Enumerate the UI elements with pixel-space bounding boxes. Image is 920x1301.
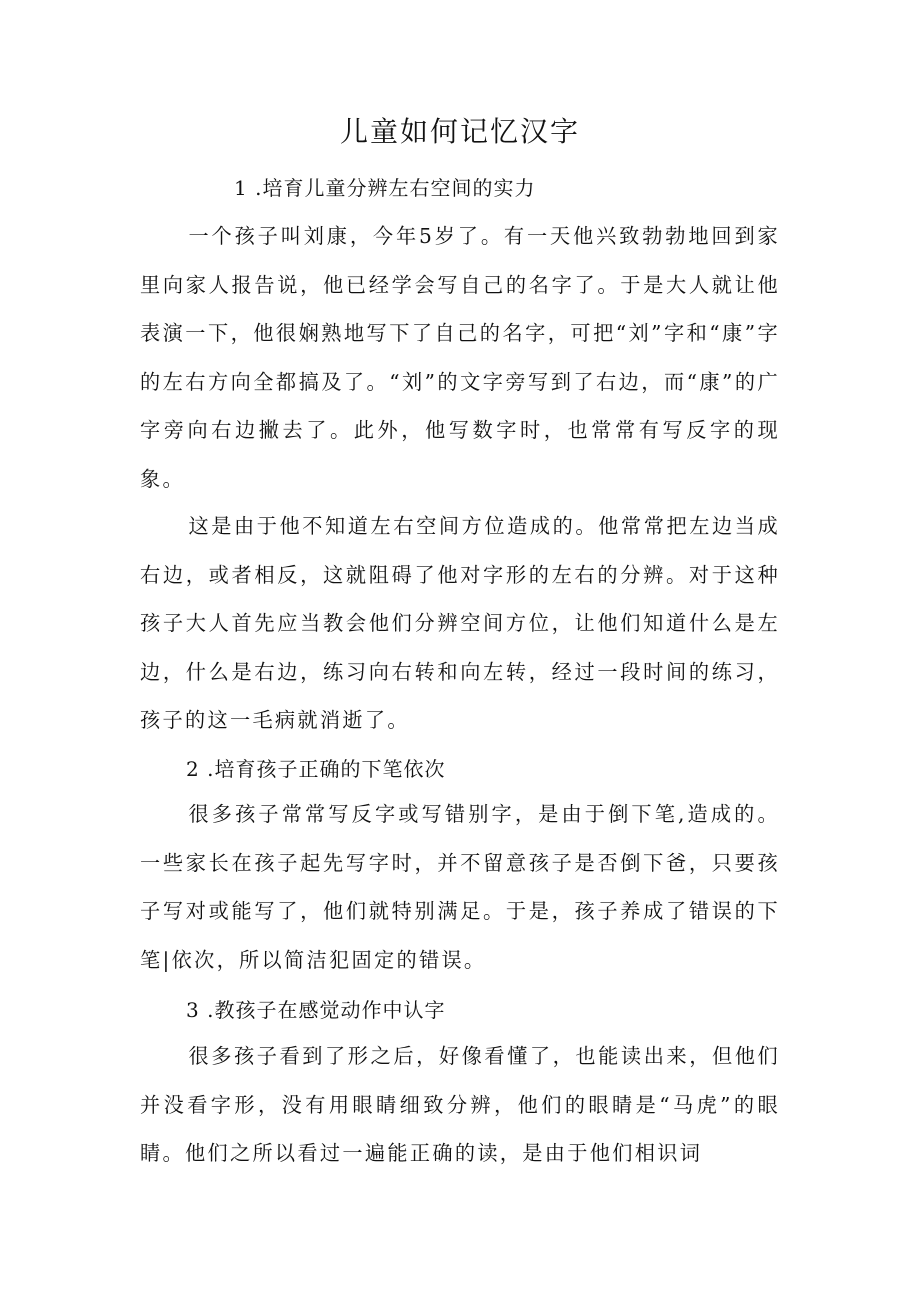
section-1-paragraph-1: 一个孩子叫刘康，今年5岁了。有一天他兴致勃勃地回到家里向家人报告说，他已经学会写自己的名字了。于是大人就让他表演一下，他很娴熟地写下了自己的名字，可把“刘”字和“康”字的左右方向全都搞及了。“刘”的文字旁写到了右边，而“康”的广字旁向右边撇去了。此外，他写数字时，也常常有写反字的现象。	[140, 224, 780, 491]
section-3-paragraph-1: 很多孩子看到了形之后，好像看懂了，也能读出来，但他们并没看字形，没有用眼睛细致分辨，他们的眼睛是“马虎”的眼睛。他们之所以看过一遍能正确的读，是由于他们相识词	[140, 1044, 780, 1165]
section-3-heading: 3 .教孩子在感觉动作中认字	[186, 998, 446, 1022]
section-1-paragraph-2: 这是由于他不知道左右空间方位造成的。他常常把左边当成右边，或者相反，这就阻碍了他对字形的左右的分辨。对于这种孩子大人首先应当教会他们分辨空间方位，让他们知道什么是左边，什么是右边，练习向右转和向左转，经过一段时间的练习，孩子的这一毛病就消逝了。	[140, 514, 780, 732]
section-1-heading: 1 .培育儿童分辨左右空间的实力	[234, 176, 536, 200]
document-title: 儿童如何记忆汉字	[339, 115, 580, 148]
section-2-paragraph-1: 很多孩子常常写反字或写错别字，是由于倒下笔,造成的。一些家长在孩子起先写字时，并不留意孩子是否倒下爸，只要孩子写对或能写了，他们就特别满足。于是，孩子养成了错误的下笔|依次，所以简洁犯固定的错误。	[140, 802, 780, 972]
section-2-heading: 2 .培育孩子正确的下笔依次	[186, 757, 446, 781]
